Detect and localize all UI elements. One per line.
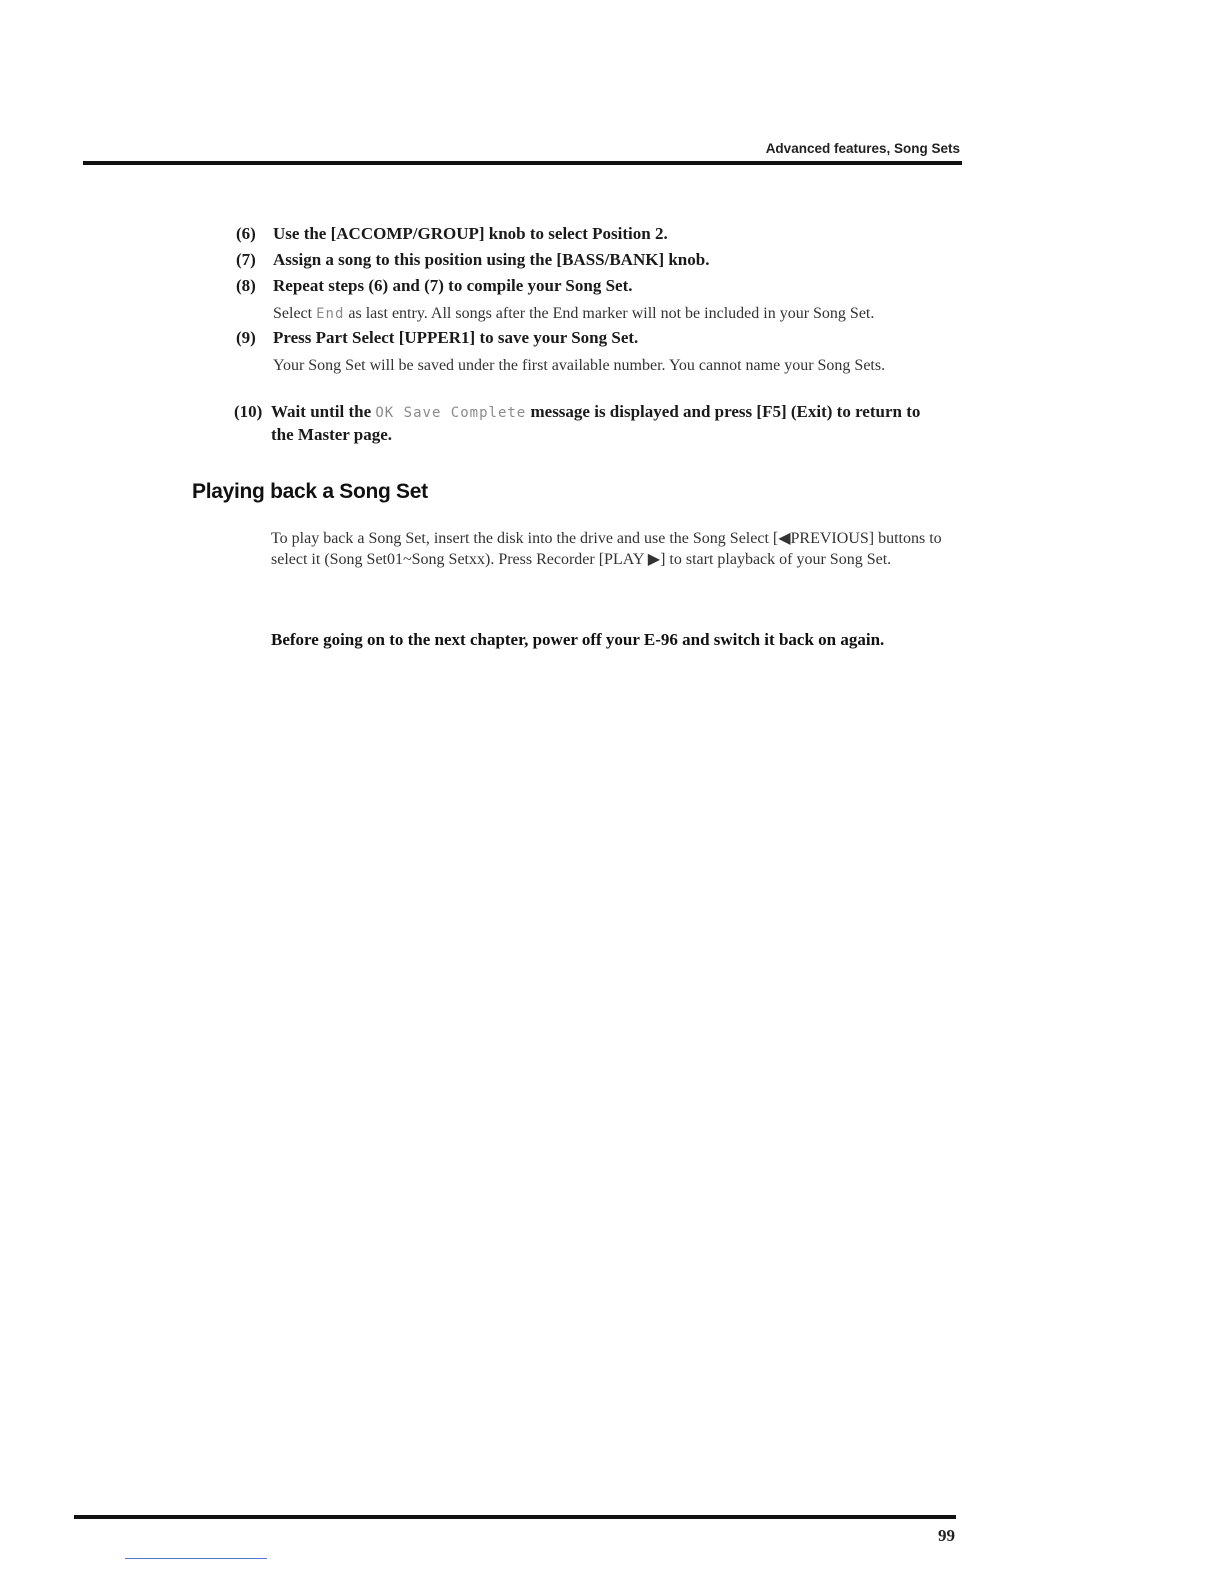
section-paragraph: To play back a Song Set, insert the disk into the drive and use the Song Select [◀PREVIOUS] buttons to select it (Song Set01~Song Setxx). Press Recorder [PLAY ▶] to start playback of your Song Set. [271,530,942,568]
step-text: Use the [ACCOMP/GROUP] knob to select Position 2. [273,224,668,243]
note-text: Select [273,305,317,322]
step-number: (10) [234,402,263,421]
lcd-text: End [316,306,345,322]
step-text: Repeat steps (6) and (7) to compile your Song Set. [273,276,633,295]
step-number: (8) [236,276,256,295]
page-number: 99 [938,1526,955,1545]
footer-rule [74,1515,956,1519]
step-9-note: Your Song Set will be saved under the first available number. You cannot name your Song Sets. [273,357,886,374]
link-underline [125,1558,267,1559]
step-text [271,401,931,445]
step-8-note [273,303,963,325]
note-text: as last entry. All songs after the End marker will not be included in your Song Set. [344,305,875,322]
section-heading: Playing back a Song Set [192,480,428,503]
step-number: (7) [236,250,256,269]
lcd-text: OK Save Complete [375,405,527,421]
step-number: (9) [236,328,256,347]
running-header: Advanced features, Song Sets [765,141,960,156]
step-text: Assign a song to this position using the [BASS/BANK] knob. [273,250,710,269]
step-text-part: Wait until the [271,402,376,421]
header-rule [83,161,962,165]
step-text: Press Part Select [UPPER1] to save your Song Set. [273,328,639,347]
step-text-part: message is displayed and press [F5] (Exit) to return to the Master page. [271,402,921,444]
step-number: (6) [236,224,256,243]
closing-note: Before going on to the next chapter, power off your E-96 and switch it back on again. [271,630,885,649]
